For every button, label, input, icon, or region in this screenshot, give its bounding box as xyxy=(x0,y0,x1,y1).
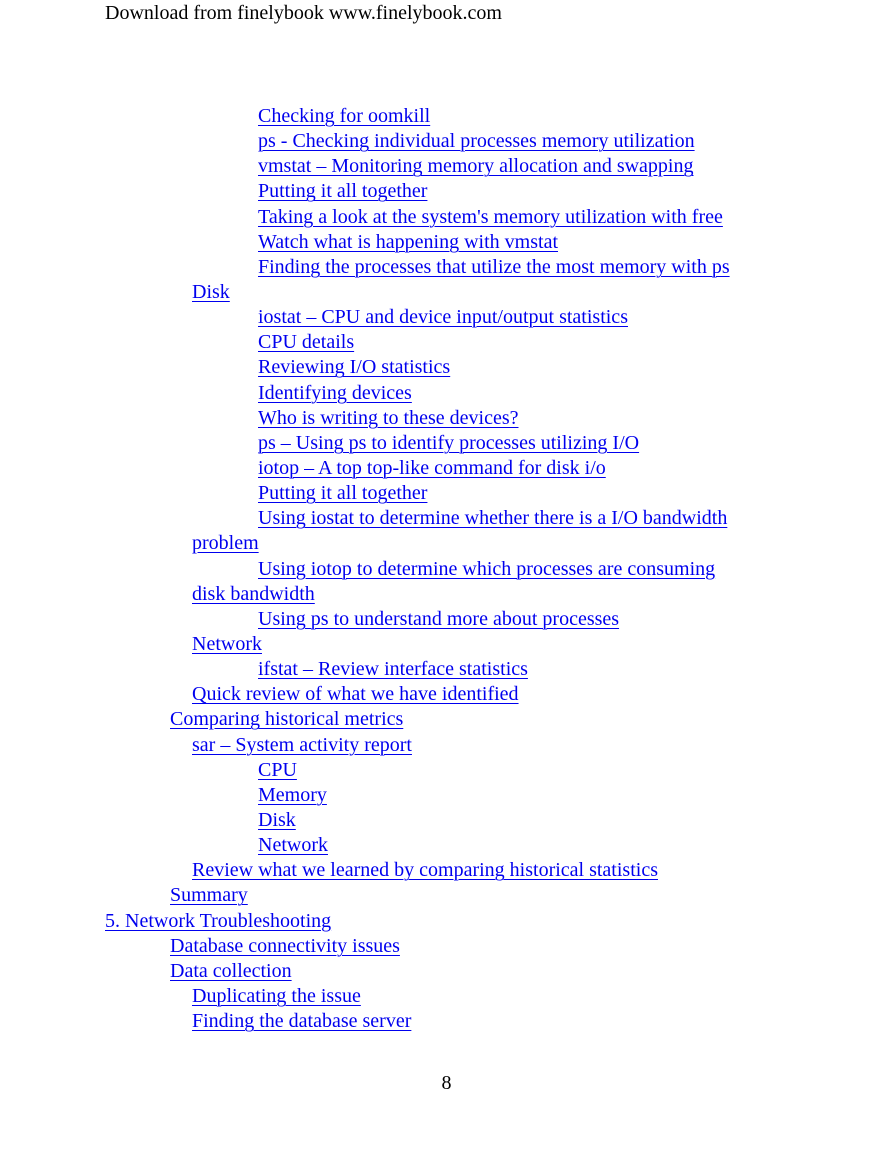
toc-link-historical-metrics[interactable]: Comparing historical metrics xyxy=(170,708,404,731)
toc-entry xyxy=(0,758,893,783)
toc-link-reviewing-io[interactable]: Reviewing I/O statistics xyxy=(258,356,451,379)
toc-entry xyxy=(0,582,893,607)
toc-entry xyxy=(0,909,893,934)
toc-link-iostat[interactable]: iostat – CPU and device input/output statistics xyxy=(258,306,628,329)
toc-entry xyxy=(0,456,893,481)
toc-link-db-connectivity[interactable]: Database connectivity issues xyxy=(170,934,400,957)
toc-link-review-historical[interactable]: Review what we learned by comparing historical statistics xyxy=(192,859,658,882)
toc-entry xyxy=(0,129,893,154)
toc-entry xyxy=(0,355,893,380)
toc-entry xyxy=(0,883,893,908)
toc-link-ifstat[interactable]: ifstat – Review interface statistics xyxy=(258,658,528,681)
toc-entry xyxy=(0,381,893,406)
toc-link-sar[interactable]: sar – System activity report xyxy=(192,733,412,756)
toc-link-vmstat-memory[interactable]: vmstat – Monitoring memory allocation and swapping xyxy=(258,155,694,178)
toc-link-disk[interactable]: Disk xyxy=(192,280,230,303)
toc-entry xyxy=(0,783,893,808)
toc-link-identifying-devices[interactable]: Identifying devices xyxy=(258,381,412,404)
toc-link-memory-free[interactable]: Taking a look at the system's memory utilization with free xyxy=(258,205,723,228)
toc-entry xyxy=(0,682,893,707)
toc-link-sar-disk[interactable]: Disk xyxy=(258,808,296,831)
toc-entry xyxy=(0,984,893,1009)
toc-entry xyxy=(0,1009,893,1034)
toc-entry xyxy=(0,557,893,582)
toc-link-chapter-5[interactable]: 5. Network Troubleshooting xyxy=(105,909,332,932)
toc-link-putting-it-together-disk[interactable]: Putting it all together xyxy=(258,482,428,505)
toc-entry xyxy=(0,808,893,833)
toc-link-sar-network[interactable]: Network xyxy=(258,834,328,857)
toc-entry xyxy=(0,657,893,682)
toc-link-ps-io[interactable]: ps – Using ps to identify processes utilizing I/O xyxy=(258,431,640,454)
toc-entry xyxy=(0,506,893,531)
toc-entry xyxy=(0,104,893,129)
toc-link-quick-review[interactable]: Quick review of what we have identified xyxy=(192,683,519,706)
toc-link-iotop[interactable]: iotop – A top top-like command for disk i/o xyxy=(258,456,606,479)
toc-entry xyxy=(0,833,893,858)
toc-entry xyxy=(0,733,893,758)
toc-link-sar-cpu[interactable]: CPU xyxy=(258,758,297,781)
toc-link-processes-memory-ps[interactable]: Finding the processes that utilize the most memory with ps xyxy=(258,255,730,278)
toc-entry xyxy=(0,205,893,230)
toc-link-checking-for-oomkill[interactable]: Checking for oomkill xyxy=(258,105,431,127)
toc-link-summary[interactable]: Summary xyxy=(170,884,248,907)
toc-entry xyxy=(0,934,893,959)
toc-link-data-collection[interactable]: Data collection xyxy=(170,959,292,982)
toc-entry xyxy=(0,330,893,355)
toc-entry xyxy=(0,179,893,204)
toc-link-ps-processes[interactable]: Using ps to understand more about processes xyxy=(258,607,620,630)
toc-entry xyxy=(0,481,893,506)
toc-link-iotop-bandwidth[interactable]: Using iotop to determine which processes are consuming xyxy=(258,557,716,580)
toc-entry xyxy=(0,632,893,657)
toc-entry xyxy=(0,858,893,883)
toc-entry xyxy=(0,280,893,305)
toc-link-watch-vmstat[interactable]: Watch what is happening with vmstat xyxy=(258,230,558,253)
toc-entry xyxy=(0,305,893,330)
toc-link-ps-memory-utilization[interactable]: ps - Checking individual processes memory utilization xyxy=(258,130,695,153)
toc-entry xyxy=(0,531,893,556)
toc-entry xyxy=(0,707,893,732)
toc-entry xyxy=(0,431,893,456)
table-of-contents xyxy=(0,104,893,1034)
toc-link-iotop-bandwidth-cont[interactable]: disk bandwidth xyxy=(192,582,315,605)
toc-link-sar-memory[interactable]: Memory xyxy=(258,783,327,806)
toc-link-cpu-details[interactable]: CPU details xyxy=(258,331,355,354)
toc-entry xyxy=(0,959,893,984)
toc-link-who-is-writing[interactable]: Who is writing to these devices? xyxy=(258,406,519,429)
toc-entry xyxy=(0,406,893,431)
page-number: 8 xyxy=(441,1072,452,1094)
toc-link-duplicating-issue[interactable]: Duplicating the issue xyxy=(192,984,361,1007)
toc-entry xyxy=(0,230,893,255)
toc-link-network[interactable]: Network xyxy=(192,632,262,655)
page-header: Download from finelybook www.finelybook.com xyxy=(105,2,502,24)
toc-link-putting-it-together-memory[interactable]: Putting it all together xyxy=(258,180,428,203)
toc-entry xyxy=(0,154,893,179)
toc-entry xyxy=(0,255,893,280)
toc-link-finding-db-server[interactable]: Finding the database server xyxy=(192,1010,412,1033)
toc-link-iostat-bandwidth-cont[interactable]: problem xyxy=(192,532,259,555)
toc-entry xyxy=(0,607,893,632)
toc-link-iostat-bandwidth[interactable]: Using iostat to determine whether there is a I/O bandwidth xyxy=(258,507,728,530)
